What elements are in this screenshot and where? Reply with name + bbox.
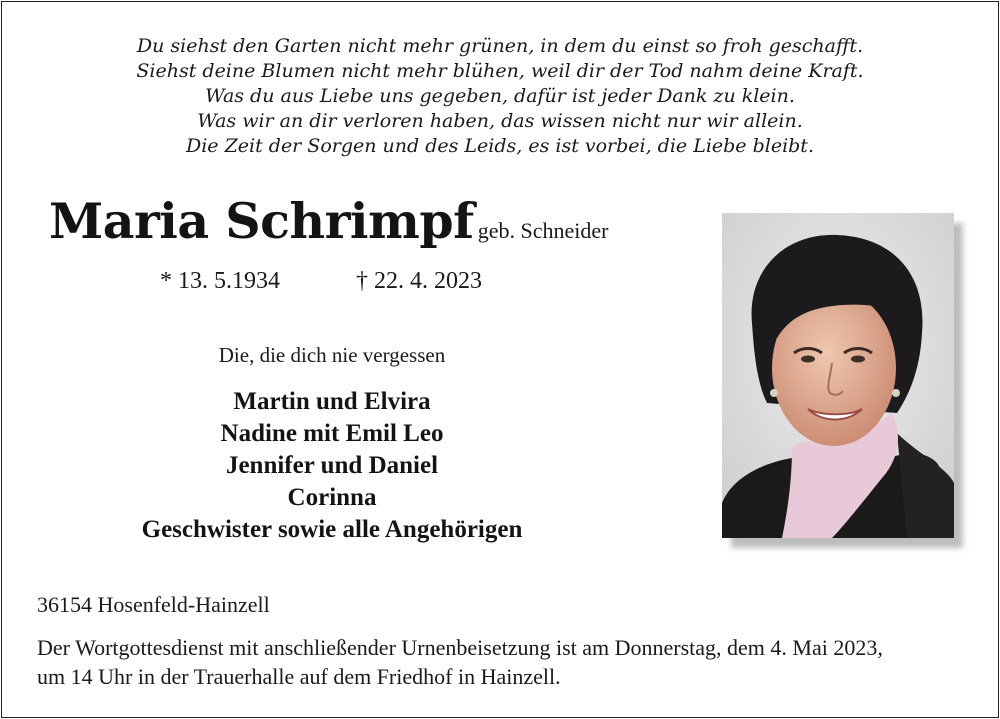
mourner-entry: Jennifer und Daniel (225, 452, 439, 479)
maiden-name: geb. Schneider (477, 218, 609, 243)
memorial-poem (2, 34, 998, 159)
residence-address: 36154 Hosenfeld-Hainzell (37, 592, 270, 617)
poem-line: Die Zeit der Sorgen und des Leids, es ist vorbei, die Liebe bleibt. (185, 135, 814, 157)
poem-line: Du siehst den Garten nicht mehr grünen, in dem du einst so froh geschafft. (136, 35, 864, 57)
mourner-entry: Corinna (287, 484, 377, 511)
poem-line: Was du aus Liebe uns gegeben, dafür ist jeder Dank zu klein. (205, 85, 795, 107)
poem-line: Siehst deine Blumen nicht mehr blühen, weil dir der Tod nahm deine Kraft. (136, 60, 864, 82)
mourners-intro: Die, die dich nie vergessen (218, 343, 446, 367)
obituary-notice (1, 1, 999, 718)
death-date: † 22. 4. 2023 (356, 268, 482, 294)
deceased-name-row (49, 192, 608, 250)
poem-line: Was wir an dir verloren haben, das wissen nicht nur wir allein. (197, 110, 803, 132)
mourners-list (62, 386, 602, 546)
mourner-entry: Geschwister sowie alle Angehörigen (141, 516, 523, 543)
portrait-illustration (722, 213, 954, 538)
deceased-name: Maria Schrimpf (49, 192, 474, 250)
portrait-photo (722, 213, 954, 538)
birth-date: * 13. 5.1934 (160, 268, 280, 294)
mourner-entry: Nadine mit Emil Leo (220, 420, 444, 447)
notice-line: Der Wortgottesdienst mit anschließender Urnenbeisetzung ist am Donnerstag, dem 4. Mai 2023, (37, 635, 883, 660)
funeral-notice (37, 633, 883, 691)
notice-line: um 14 Uhr in der Trauerhalle auf dem Friedhof in Hainzell. (37, 664, 561, 689)
mourner-entry: Martin und Elvira (233, 388, 431, 415)
